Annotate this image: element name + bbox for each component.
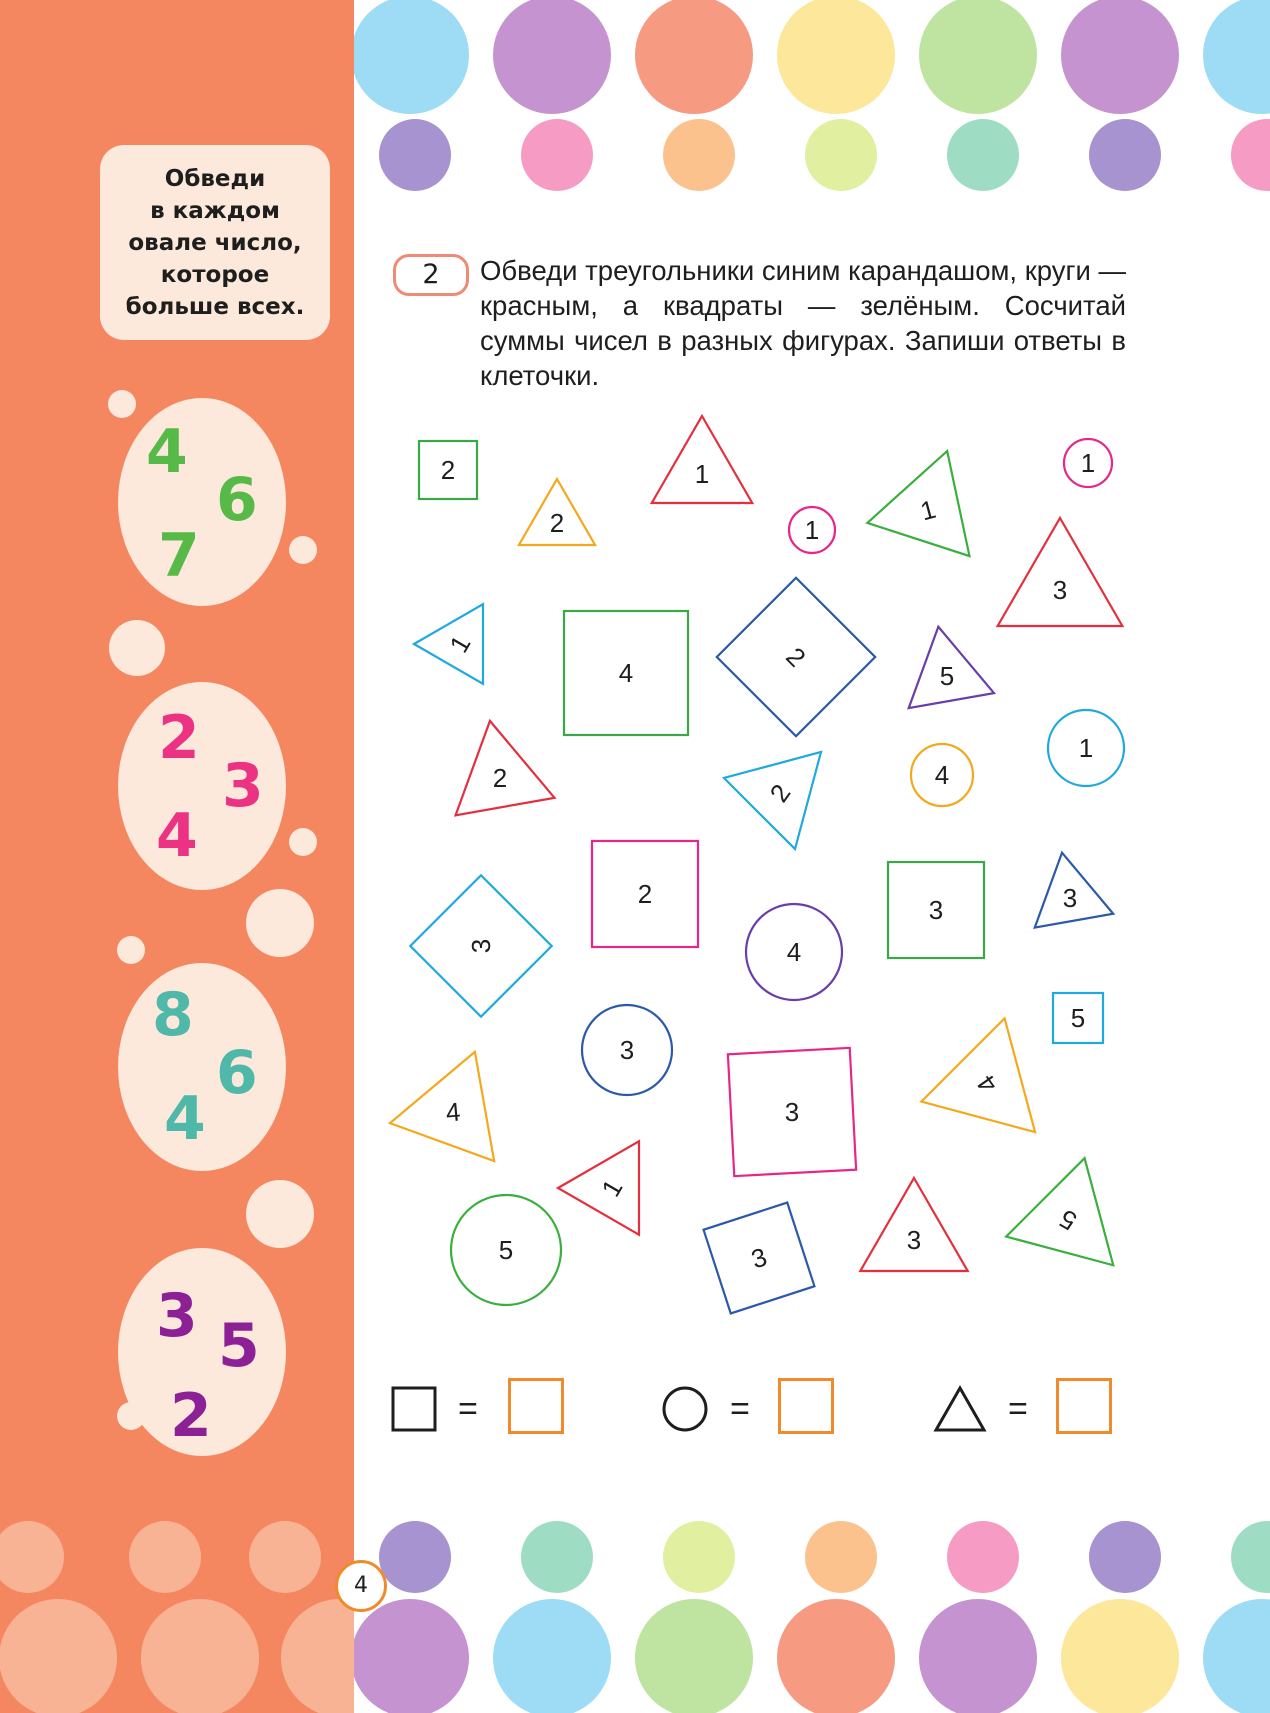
shape-number: 3 bbox=[928, 895, 944, 925]
shape-number: 1 bbox=[1080, 448, 1096, 478]
shape-number: 1 bbox=[595, 1174, 629, 1202]
oval-number[interactable]: 6 bbox=[216, 465, 258, 535]
shape-number: 1 bbox=[917, 493, 939, 527]
oval-number[interactable]: 3 bbox=[156, 1281, 198, 1351]
shape-number: 4 bbox=[618, 658, 634, 688]
shape-number: 5 bbox=[1054, 1203, 1082, 1237]
sidebar-instruction-text: Обведи в каждом овале число, которое больше всех. bbox=[125, 165, 305, 320]
oval-number[interactable]: 5 bbox=[218, 1311, 260, 1381]
shape-number: 5 bbox=[1070, 1003, 1086, 1033]
shape-number: 3 bbox=[906, 1225, 922, 1255]
shape-number: 2 bbox=[440, 455, 456, 485]
shape-number: 4 bbox=[934, 760, 950, 790]
shape-number: 2 bbox=[637, 879, 653, 909]
shape-number: 2 bbox=[763, 778, 797, 808]
circle-icon bbox=[660, 1384, 710, 1434]
task-number-badge: 2 bbox=[393, 254, 469, 296]
shape-number: 2 bbox=[780, 641, 812, 673]
equals-sign: = bbox=[730, 1390, 750, 1428]
shape-number: 3 bbox=[466, 938, 496, 954]
shape-number: 3 bbox=[619, 1035, 635, 1065]
oval-number[interactable]: 4 bbox=[156, 801, 198, 871]
equals-sign: = bbox=[458, 1390, 478, 1428]
shape-number: 1 bbox=[804, 515, 820, 545]
circle-answer-box[interactable] bbox=[778, 1378, 834, 1434]
oval-number[interactable]: 6 bbox=[216, 1038, 258, 1108]
oval-number[interactable]: 7 bbox=[158, 521, 200, 591]
shape-number: 3 bbox=[1062, 883, 1078, 913]
shape-number: 4 bbox=[786, 937, 802, 967]
oval-number[interactable]: 4 bbox=[164, 1084, 206, 1154]
oval-number[interactable]: 4 bbox=[146, 417, 188, 487]
shape-number: 3 bbox=[747, 1241, 771, 1275]
oval-number[interactable]: 8 bbox=[152, 980, 194, 1050]
shape-number: 1 bbox=[694, 459, 710, 489]
page-number: 4 bbox=[335, 1560, 387, 1612]
oval-number[interactable]: 3 bbox=[222, 751, 264, 821]
oval-number[interactable]: 2 bbox=[158, 703, 200, 773]
triangle-icon bbox=[932, 1384, 988, 1434]
shape-number: 4 bbox=[970, 1069, 1004, 1099]
shape-number: 3 bbox=[784, 1097, 800, 1127]
oval-number[interactable]: 2 bbox=[170, 1381, 212, 1451]
shape-number: 2 bbox=[492, 763, 508, 793]
shape-number: 1 bbox=[443, 630, 477, 658]
shape-number: 3 bbox=[1052, 575, 1068, 605]
shape-number: 1 bbox=[1078, 733, 1094, 763]
task-instruction-text: Обведи треугольники синим карандашом, круги — красным, а квадраты — зелёным. Сосчитай суммы чисел в разных фигурах. Запиши ответы в клеточки. bbox=[480, 255, 1126, 391]
square-icon bbox=[390, 1385, 438, 1433]
shape-number: 5 bbox=[939, 661, 955, 691]
shape-number: 5 bbox=[498, 1235, 514, 1265]
square-answer-box[interactable] bbox=[508, 1378, 564, 1434]
equals-sign: = bbox=[1008, 1390, 1028, 1428]
shape-number: 2 bbox=[549, 508, 565, 538]
shape-number: 4 bbox=[444, 1096, 462, 1128]
triangle-answer-box[interactable] bbox=[1056, 1378, 1112, 1434]
